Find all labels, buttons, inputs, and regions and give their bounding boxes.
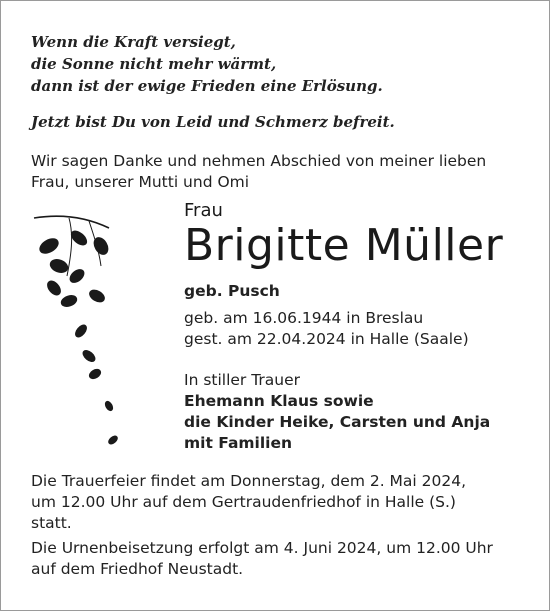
funeral-line: Die Trauerfeier findet am Donnerstag, dem 2. Mai 2024, <box>31 472 467 490</box>
maiden-name: geb. Pusch <box>184 282 280 300</box>
mourner-line: die Kinder Heike, Carsten und Anja <box>184 413 491 431</box>
deceased-title: Frau <box>184 200 223 221</box>
mourner-line: Ehemann Klaus sowie <box>184 392 374 410</box>
poem-line: dann ist der ewige Frieden eine Erlösung. <box>31 77 383 95</box>
poem-final-line: Jetzt bist Du von Leid und Schmerz befreit. <box>31 113 395 131</box>
burial-notice <box>31 538 531 580</box>
birth-date: geb. am 16.06.1944 in Breslau <box>184 309 424 327</box>
burial-line: auf dem Friedhof Neustadt. <box>31 560 244 578</box>
intro-line: Frau, unserer Mutti und Omi <box>31 173 250 191</box>
memorial-poem <box>31 31 395 133</box>
poem-line: Wenn die Kraft versiegt, <box>31 33 236 51</box>
birch-branch-icon <box>29 206 149 456</box>
mourners-heading: In stiller Trauer <box>184 371 301 389</box>
funeral-notice <box>31 471 531 534</box>
burial-line: Die Urnenbeisetzung erfolgt am 4. Juni 2024, um 12.00 Uhr <box>31 539 493 557</box>
intro-line: Wir sagen Danke und nehmen Abschied von meiner lieben <box>31 152 487 170</box>
mourners <box>184 370 490 454</box>
service-details <box>31 471 531 584</box>
mourner-line: mit Familien <box>184 434 293 452</box>
deceased-name: Brigitte Müller <box>184 220 504 271</box>
funeral-line: um 12.00 Uhr auf dem Gertraudenfriedhof in Halle (S.) <box>31 493 456 511</box>
poem-line: die Sonne nicht mehr wärmt, <box>31 55 277 73</box>
death-date: gest. am 22.04.2024 in Halle (Saale) <box>184 330 469 348</box>
life-dates <box>184 308 469 350</box>
funeral-line: statt. <box>31 514 72 532</box>
farewell-intro <box>31 151 531 193</box>
